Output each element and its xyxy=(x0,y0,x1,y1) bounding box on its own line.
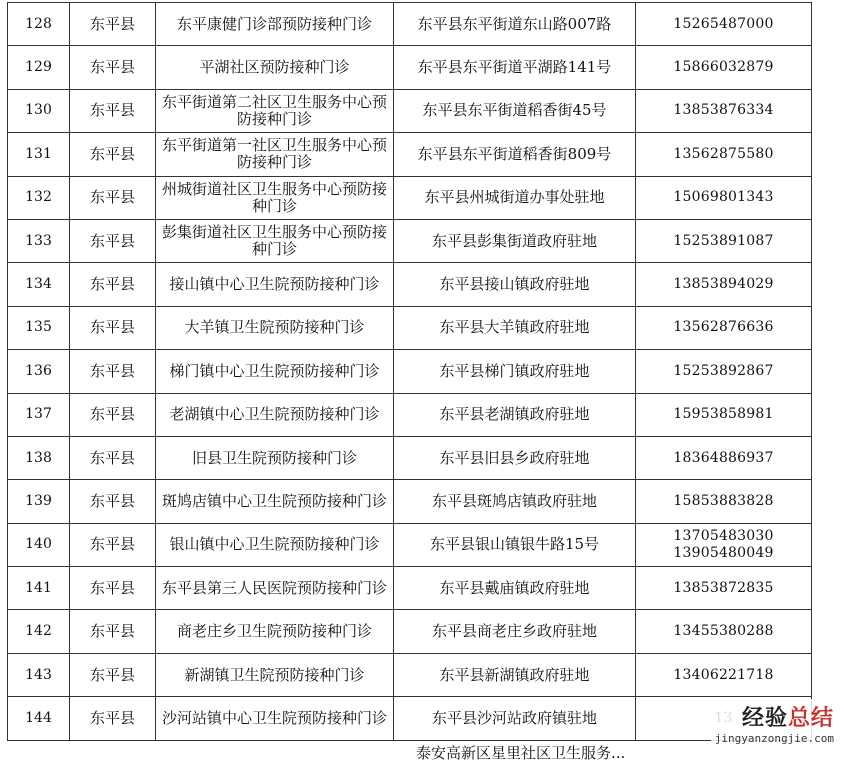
clinic-name-cell: 东平县第三人民医院预防接种门诊 xyxy=(156,567,394,610)
clinic-name-cell: 沙河站镇中心卫生院预防接种门诊 xyxy=(156,697,394,740)
partial-row-text: 泰安高新区星里社区卫生服务... xyxy=(416,744,626,762)
address-cell: 东平县接山镇政府驻地 xyxy=(394,263,636,306)
clinic-name-cell: 斑鸠店镇中心卫生院预防接种门诊 xyxy=(156,480,394,523)
county-cell: 东平县 xyxy=(70,697,156,740)
county-cell: 东平县 xyxy=(70,219,156,262)
phone-cell: 13562876636 xyxy=(636,306,812,349)
county-cell: 东平县 xyxy=(70,393,156,436)
watermark-title xyxy=(715,701,834,732)
address-cell: 东平县大羊镇政府驻地 xyxy=(394,306,636,349)
table-row xyxy=(8,263,812,306)
address-cell: 东平县州城街道办事处驻地 xyxy=(394,176,636,219)
watermark-url: jingyanzongjie.com xyxy=(714,732,834,745)
clinic-name-cell: 州城街道社区卫生服务中心预防接种门诊 xyxy=(156,176,394,219)
table-row xyxy=(8,480,812,523)
table-row xyxy=(8,523,812,566)
address-cell: 东平县戴庙镇政府驻地 xyxy=(394,567,636,610)
address-cell: 东平县旧县乡政府驻地 xyxy=(394,436,636,479)
row-number: 139 xyxy=(8,480,70,523)
county-cell: 东平县 xyxy=(70,480,156,523)
phone-cell: 15253891087 xyxy=(636,219,812,262)
address-cell: 东平县斑鸠店镇政府驻地 xyxy=(394,480,636,523)
vaccination-clinic-table xyxy=(7,2,812,741)
address-cell: 东平县老湖镇政府驻地 xyxy=(394,393,636,436)
clinic-name-cell: 银山镇中心卫生院预防接种门诊 xyxy=(156,523,394,566)
address-cell: 东平县梯门镇政府驻地 xyxy=(394,350,636,393)
row-number: 143 xyxy=(8,653,70,696)
county-cell: 东平县 xyxy=(70,350,156,393)
table-row xyxy=(8,219,812,262)
phone-cell: 15853883828 xyxy=(636,480,812,523)
county-cell: 东平县 xyxy=(70,306,156,349)
table-row xyxy=(8,176,812,219)
phone-cell: 13705483030 13905480049 xyxy=(636,523,812,566)
address-cell: 东平县东平街道稻香街809号 xyxy=(394,133,636,176)
row-number: 144 xyxy=(8,697,70,740)
county-cell: 东平县 xyxy=(70,567,156,610)
county-cell: 东平县 xyxy=(70,89,156,132)
phone-cell: 15953858981 xyxy=(636,393,812,436)
row-number: 138 xyxy=(8,436,70,479)
county-cell: 东平县 xyxy=(70,523,156,566)
address-cell: 东平县商老庄乡政府驻地 xyxy=(394,610,636,653)
row-number: 142 xyxy=(8,610,70,653)
table-row xyxy=(8,3,812,46)
county-cell: 东平县 xyxy=(70,263,156,306)
clinic-name-cell: 东平康健门诊部预防接种门诊 xyxy=(156,3,394,46)
address-cell: 东平县彭集街道政府驻地 xyxy=(394,219,636,262)
table-row xyxy=(8,567,812,610)
row-number: 131 xyxy=(8,133,70,176)
watermark-title-part1: 经验 xyxy=(741,706,788,731)
table-row xyxy=(8,350,812,393)
address-cell: 东平县沙河站政府镇驻地 xyxy=(394,697,636,740)
phone-cell: 13406221718 xyxy=(636,653,812,696)
table-row xyxy=(8,610,812,653)
row-number: 134 xyxy=(8,263,70,306)
table-row xyxy=(8,306,812,349)
clinic-name-cell: 老湖镇中心卫生院预防接种门诊 xyxy=(156,393,394,436)
clinic-name-cell: 东平街道第二社区卫生服务中心预防接种门诊 xyxy=(156,89,394,132)
county-cell: 东平县 xyxy=(70,46,156,89)
address-cell: 东平县东平街道平湖路141号 xyxy=(394,46,636,89)
phone-cell: 13853894029 xyxy=(636,263,812,306)
watermark-title-part2: 总结 xyxy=(787,706,834,731)
table-row xyxy=(8,436,812,479)
table-body xyxy=(8,3,812,741)
phone-cell: 15069801343 xyxy=(636,176,812,219)
clinic-name-cell: 大羊镇卫生院预防接种门诊 xyxy=(156,306,394,349)
clinic-name-cell: 平湖社区预防接种门诊 xyxy=(156,46,394,89)
phone-cell: 15866032879 xyxy=(636,46,812,89)
watermark xyxy=(711,699,838,747)
phone-cell: 13455380288 xyxy=(636,610,812,653)
address-cell: 东平县东平街道稻香街45号 xyxy=(394,89,636,132)
phone-cell: 15265487000 xyxy=(636,3,812,46)
county-cell: 东平县 xyxy=(70,610,156,653)
clinic-name-cell: 商老庄乡卫生院预防接种门诊 xyxy=(156,610,394,653)
table-row xyxy=(8,89,812,132)
row-number: 133 xyxy=(8,219,70,262)
county-cell: 东平县 xyxy=(70,436,156,479)
row-number: 140 xyxy=(8,523,70,566)
table-row xyxy=(8,653,812,696)
clinic-name-cell: 彭集街道社区卫生服务中心预防接种门诊 xyxy=(156,219,394,262)
row-number: 141 xyxy=(8,567,70,610)
clinic-name-cell: 旧县卫生院预防接种门诊 xyxy=(156,436,394,479)
row-number: 136 xyxy=(8,350,70,393)
phone-cell: 13562875580 xyxy=(636,133,812,176)
table-row xyxy=(8,133,812,176)
row-number: 137 xyxy=(8,393,70,436)
row-number: 135 xyxy=(8,306,70,349)
phone-cell: 18364886937 xyxy=(636,436,812,479)
table-row xyxy=(8,697,812,740)
row-number: 132 xyxy=(8,176,70,219)
address-cell: 东平县东平街道东山路007路 xyxy=(394,3,636,46)
row-number: 130 xyxy=(8,89,70,132)
county-cell: 东平县 xyxy=(70,133,156,176)
county-cell: 东平县 xyxy=(70,3,156,46)
phone-cell: 13853872835 xyxy=(636,567,812,610)
clinic-name-cell: 新湖镇卫生院预防接种门诊 xyxy=(156,653,394,696)
table-row xyxy=(8,393,812,436)
address-cell: 东平县银山镇银牛路15号 xyxy=(394,523,636,566)
row-number: 129 xyxy=(8,46,70,89)
row-number: 128 xyxy=(8,3,70,46)
clinic-name-cell: 东平街道第一社区卫生服务中心预防接种门诊 xyxy=(156,133,394,176)
clinic-name-cell: 梯门镇中心卫生院预防接种门诊 xyxy=(156,350,394,393)
phone-cell: 15253892867 xyxy=(636,350,812,393)
county-cell: 东平县 xyxy=(70,176,156,219)
county-cell: 东平县 xyxy=(70,653,156,696)
table-row xyxy=(8,46,812,89)
clinic-name-cell: 接山镇中心卫生院预防接种门诊 xyxy=(156,263,394,306)
phone-cell: 13853876334 xyxy=(636,89,812,132)
address-cell: 东平县新湖镇政府驻地 xyxy=(394,653,636,696)
